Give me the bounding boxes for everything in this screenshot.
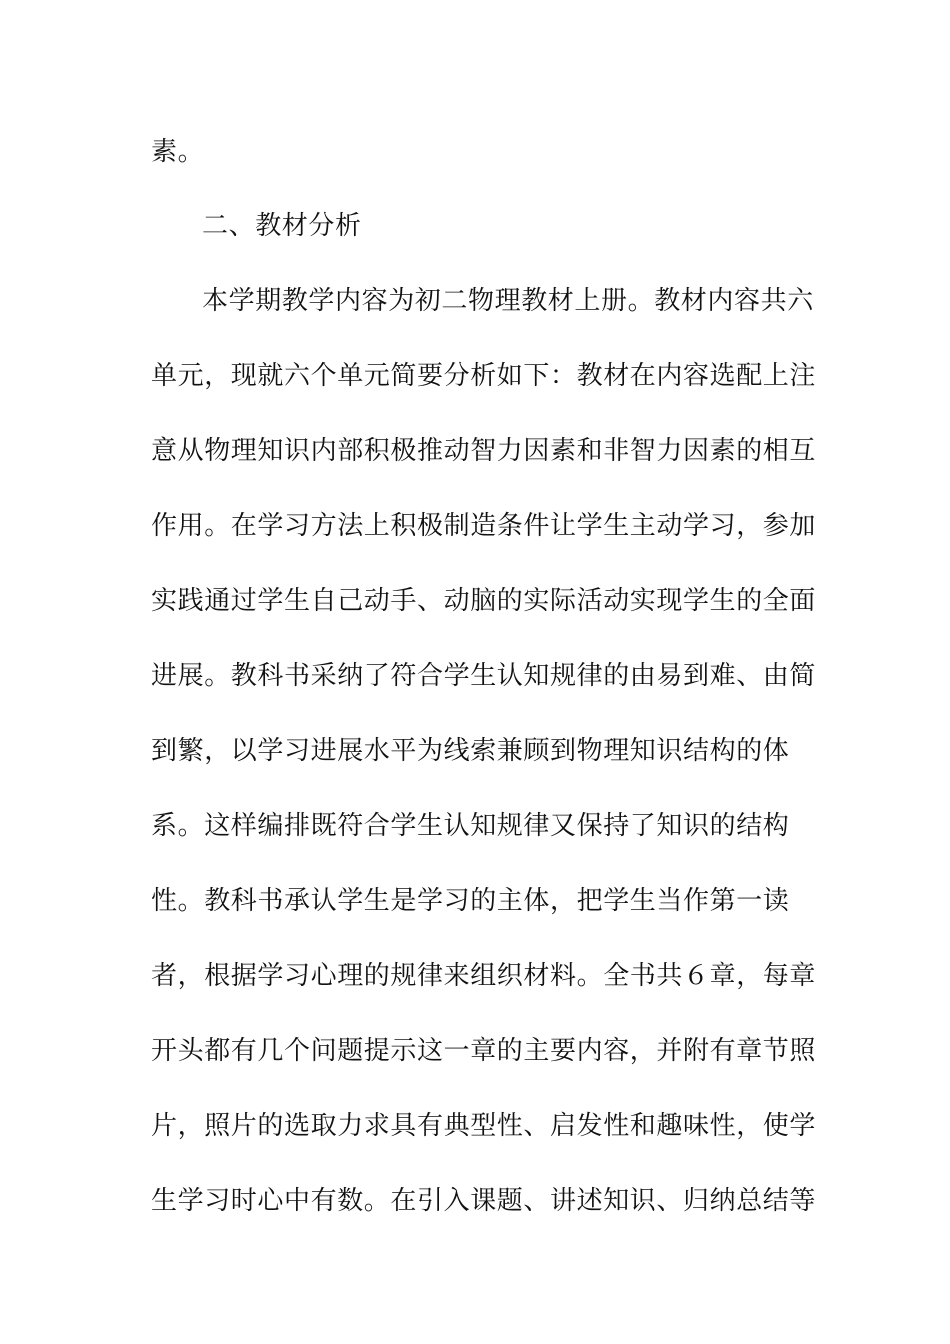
text-line: 实践通过学生自己动手、动脑的实际活动实现学生的全面 <box>151 586 817 616</box>
text-line: 性。教科书承认学生是学习的主体，把学生当作第一读 <box>151 886 790 916</box>
text-line: 开头都有几个问题提示这一章的主要内容，并附有章节照 <box>151 1036 817 1066</box>
text-line: 单元，现就六个单元简要分析如下：教材在内容选配上注 <box>151 361 817 391</box>
text-line: 进展。教科书采纳了符合学生认知规律的由易到难、由简 <box>151 661 817 691</box>
text-line: 素。 <box>151 137 205 167</box>
text-line: 者，根据学习心理的规律来组织材料。全书共６章，每章 <box>151 961 817 991</box>
text-line: 片，照片的选取力求具有典型性、启发性和趣味性，使学 <box>151 1111 817 1141</box>
text-line: 系。这样编排既符合学生认知规律又保持了知识的结构 <box>151 811 790 841</box>
text-line: 生学习时心中有数。在引入课题、讲述知识、归纳总结等 <box>151 1186 817 1216</box>
text-line: 作用。在学习方法上积极制造条件让学生主动学习，参加 <box>151 511 817 541</box>
text-line: 本学期教学内容为初二物理教材上册。教材内容共六 <box>202 286 814 316</box>
section-heading: 二、教材分析 <box>202 211 362 241</box>
text-line: 到繁，以学习进展水平为线索兼顾到物理知识结构的体 <box>151 736 790 766</box>
text-line: 意从物理知识内部积极推动智力因素和非智力因素的相互 <box>151 436 817 466</box>
